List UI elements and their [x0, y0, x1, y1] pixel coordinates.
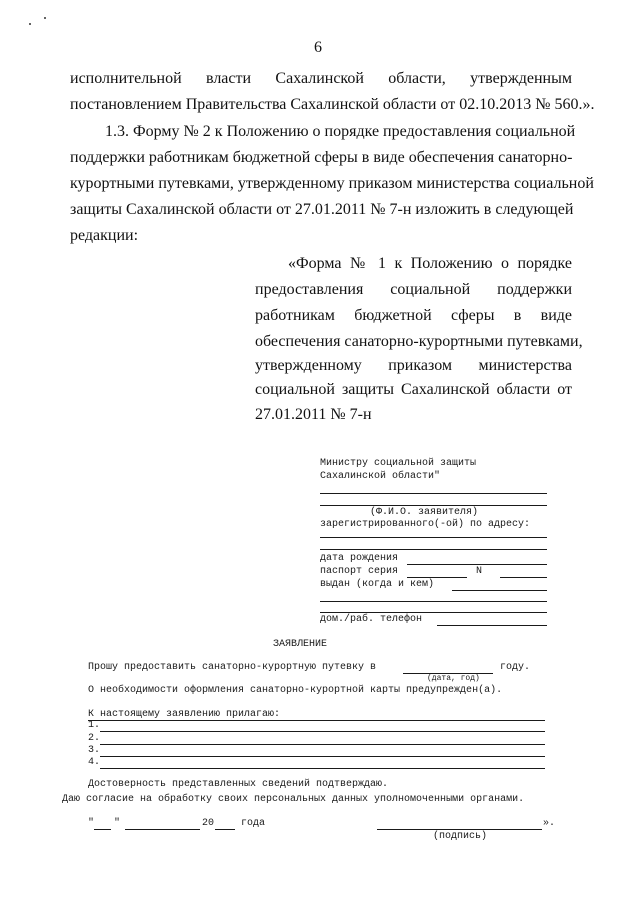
registered-label: зарегистрированного(-ой) по адресу:	[320, 519, 531, 530]
date-quote-open: "	[88, 818, 95, 829]
body-line: редакции:	[70, 227, 139, 244]
quote-line: утвержденному приказом министерства	[255, 357, 572, 374]
year-suffix: года	[241, 818, 266, 829]
scan-speck	[29, 23, 31, 25]
issued-by-field[interactable]	[452, 590, 547, 591]
applicant-name-line[interactable]	[320, 493, 547, 494]
month-field[interactable]	[125, 829, 200, 830]
signature-field[interactable]	[377, 829, 542, 830]
quote-line: обеспечения санаторно-курортными путевками,	[255, 333, 583, 350]
request-suffix: году.	[500, 662, 531, 673]
body-line: защиты Сахалинской области от 27.01.2011 № 7-н изложить в следующей	[70, 201, 574, 218]
attach-item-line[interactable]	[100, 731, 545, 732]
signature-caption: (подпись)	[433, 831, 488, 842]
birth-date-field[interactable]	[407, 564, 547, 565]
consent-text: Даю согласие на обработку своих персональных данных уполномоченными органами.	[62, 794, 525, 805]
body-line: 1.3. Форму № 2 к Положению о порядке предоставления социальной	[105, 123, 576, 140]
passport-series-label: паспорт серия	[320, 566, 399, 577]
address-line[interactable]	[320, 537, 547, 538]
quote-line: 27.01.2011 № 7-н	[255, 406, 372, 423]
address-line[interactable]	[320, 549, 547, 550]
year-field[interactable]	[215, 829, 235, 830]
attach-item-number: 3.	[88, 745, 101, 756]
signature-end: ».	[543, 818, 556, 829]
passport-series-field[interactable]	[407, 577, 467, 578]
scan-speck	[44, 17, 46, 19]
quote-line: предоставления социальной поддержки	[255, 281, 572, 298]
year-prefix: 20	[202, 818, 215, 829]
issued-by-line[interactable]	[320, 612, 547, 613]
quote-line: работникам бюджетной сферы в виде	[255, 307, 572, 324]
passport-number-sign: N	[476, 566, 483, 577]
attach-intro: К настоящему заявлению прилагаю:	[88, 709, 281, 720]
attach-item-number: 1.	[88, 720, 101, 731]
addressee-line: Сахалинской области"	[320, 471, 441, 482]
fio-caption: (Ф.И.О. заявителя)	[370, 507, 479, 518]
request-text: Прошу предоставить санаторно-курортную путевку в	[88, 662, 377, 673]
phone-label: дом./раб. телефон	[320, 614, 423, 625]
quote-line: социальной защиты Сахалинской области от	[255, 381, 572, 398]
attach-item-line[interactable]	[100, 756, 545, 757]
applicant-name-line[interactable]	[320, 505, 547, 506]
body-line: исполнительной власти Сахалинской области, утвержденным	[70, 70, 572, 87]
date-quote-close: "	[114, 818, 121, 829]
addressee-line: Министру социальной защиты	[320, 458, 477, 469]
body-line: поддержки работникам бюджетной сферы в виде обеспечения санаторно-	[70, 149, 573, 166]
page-number: 6	[314, 39, 322, 56]
issued-by-line[interactable]	[320, 601, 547, 602]
day-field[interactable]	[94, 829, 111, 830]
quote-line: «Форма № 1 к Положению о порядке	[288, 255, 572, 272]
date-caption: (дата, год)	[427, 674, 480, 683]
card-notice: О необходимости оформления санаторно-курортной карты предупрежден(а).	[88, 685, 503, 696]
phone-field[interactable]	[437, 625, 547, 626]
issued-by-label: выдан (когда и кем)	[320, 579, 435, 590]
attach-intro-line[interactable]	[88, 720, 545, 721]
birth-date-label: дата рождения	[320, 553, 399, 564]
attach-item-number: 4.	[88, 757, 101, 768]
body-line: курортными путевками, утвержденному приказом министерства социальной	[70, 175, 594, 192]
passport-number-field[interactable]	[500, 577, 547, 578]
body-line: постановлением Правительства Сахалинской области от 02.10.2013 № 560.».	[70, 96, 595, 113]
attach-item-line[interactable]	[100, 744, 545, 745]
confirm-text: Достоверность представленных сведений подтверждаю.	[88, 779, 389, 790]
attach-item-number: 2.	[88, 733, 101, 744]
attach-item-line[interactable]	[100, 768, 545, 769]
form-title: ЗАЯВЛЕНИЕ	[273, 639, 328, 650]
